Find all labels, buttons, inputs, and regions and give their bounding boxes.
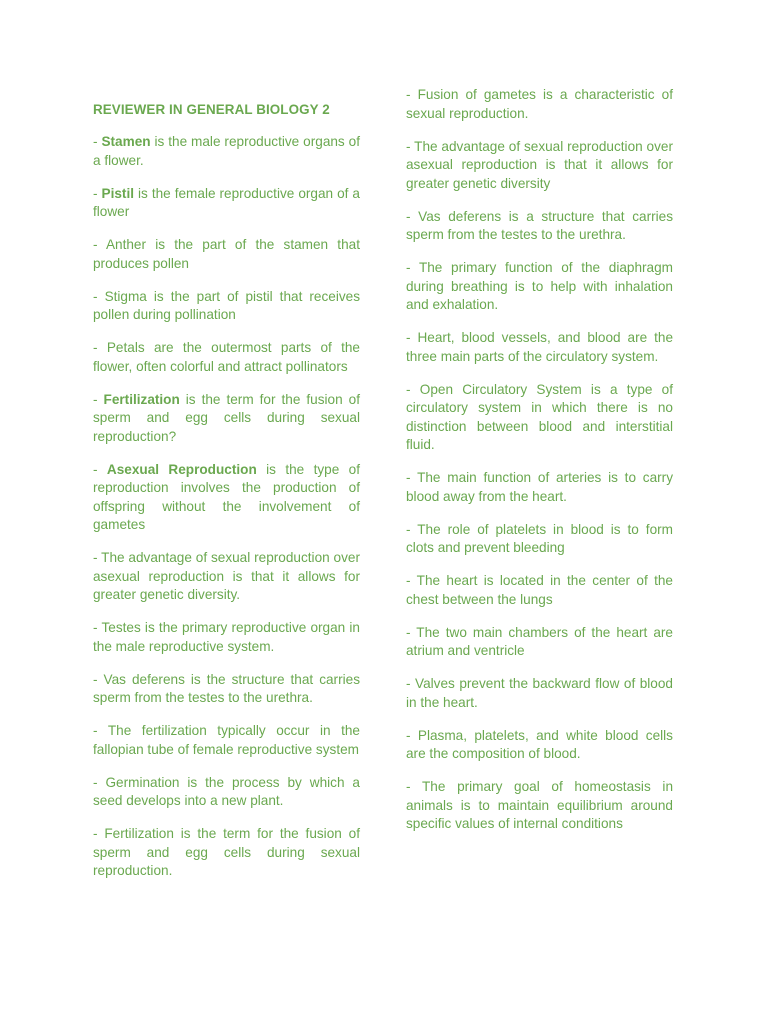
list-item: - Stamen is the male reproductive organs of a flower. bbox=[93, 134, 360, 168]
list-item: - Vas deferens is a structure that carries sperm from the testes to the urethra. bbox=[406, 208, 673, 242]
list-item: - Pistil is the female reproductive organ of a flower bbox=[93, 185, 360, 219]
list-item: - Open Circulatory System is a type of circulatory system in which there is no distinction between blood and interstitial fluid. bbox=[406, 381, 673, 452]
document-title: REVIEWER IN GENERAL BIOLOGY 2 bbox=[93, 102, 330, 117]
list-item: - Stigma is the part of pistil that receives pollen during pollination bbox=[93, 288, 360, 322]
list-item: - Petals are the outermost parts of the flower, often colorful and attract pollinators bbox=[93, 340, 360, 374]
list-item: - The advantage of sexual reproduction over asexual reproduction is that it allows for greater genetic diversity bbox=[406, 138, 673, 191]
list-item: - Heart, blood vessels, and blood are the three main parts of the circulatory system. bbox=[406, 330, 674, 364]
right-column bbox=[406, 86, 673, 848]
list-item: - Fusion of gametes is a characteristic of sexual reproduction. bbox=[406, 87, 673, 121]
list-item: - The primary function of the diaphragm during breathing is to help with inhalation and exhalation. bbox=[406, 260, 673, 312]
list-item: - The two main chambers of the heart are atrium and ventricle bbox=[406, 624, 673, 658]
list-item: - Asexual Reproduction is the type of reproduction involves the production of offspring without the involvement of gametes bbox=[93, 461, 360, 532]
list-item: - The role of platelets in blood is to form clots and prevent bleeding bbox=[406, 521, 673, 555]
left-column bbox=[93, 101, 360, 895]
list-item: - The primary goal of homeostasis in animals is to maintain equilibrium around specific values of internal conditions bbox=[406, 779, 674, 831]
list-item: - Germination is the process by which a seed develops into a new plant. bbox=[93, 774, 360, 808]
list-item: - Fertilization is the term for the fusion of sperm and egg cells during sexual reproduction? bbox=[93, 391, 360, 444]
list-item: - Vas deferens is the structure that carries sperm from the testes to the urethra. bbox=[93, 671, 360, 705]
list-item: - The main function of arteries is to carry blood away from the heart. bbox=[406, 470, 673, 504]
list-item: - Testes is the primary reproductive organ in the male reproductive system. bbox=[93, 620, 360, 654]
list-item: - The heart is located in the center of the chest between the lungs bbox=[406, 573, 673, 607]
list-item: - Valves prevent the backward flow of blood in the heart. bbox=[406, 676, 673, 710]
list-item: - The fertilization typically occur in the fallopian tube of female reproductive system bbox=[93, 723, 360, 757]
list-item: - Plasma, platelets, and white blood cells are the composition of blood. bbox=[406, 727, 673, 761]
list-item: - Anther is the part of the stamen that produces pollen bbox=[93, 237, 360, 271]
list-item: - The advantage of sexual reproduction over asexual reproduction is that it allows for greater genetic diversity. bbox=[93, 550, 360, 602]
list-item: - Fertilization is the term for the fusion of sperm and egg cells during sexual reproduction. bbox=[93, 826, 360, 878]
